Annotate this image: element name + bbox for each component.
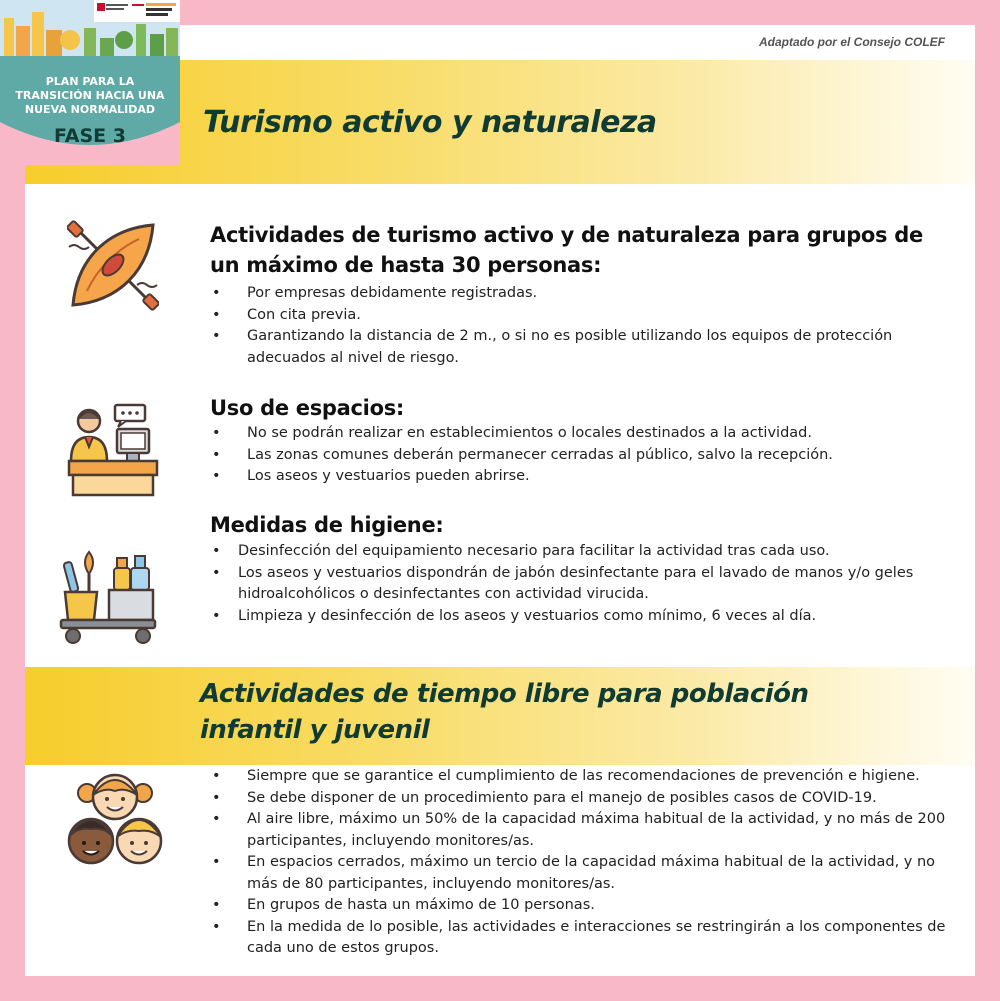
phase-label: FASE 3 xyxy=(53,125,127,147)
block3-list xyxy=(210,541,950,627)
list-item: • En espacios cerrados, máximo un tercio de la capacidad máxima habitual de la actividad, y no más de 80 participantes, incluyendo monitores/as. xyxy=(210,852,970,895)
list-item: • Al aire libre, máximo un 50% de la capacidad máxima habitual de la actividad, y no más de 200 participantes, incluyendo monitores/as. xyxy=(210,809,970,852)
info-card xyxy=(25,25,975,976)
list-item: • En la medida de lo posible, las actividades e interacciones se restringirán a los componentes de cada uno de estos grupos. xyxy=(210,917,970,960)
plan-logo xyxy=(0,0,180,165)
reception-icon xyxy=(67,403,159,498)
list-item: • Los aseos y vestuarios pueden abrirse. xyxy=(210,466,930,488)
credit-text: Adaptado por el Consejo COLEF xyxy=(758,35,945,49)
section2-title-line2: infantil y juvenil xyxy=(200,715,430,745)
section2-title-line1: Actividades de tiempo libre para población xyxy=(200,679,809,709)
block1-list xyxy=(210,283,930,369)
list-item: • Los aseos y vestuarios dispondrán de jabón desinfectante para el lavado de manos y/o geles hidroalcohólicos o desinfectantes con actividad virucida. xyxy=(210,563,950,606)
list-item: • Por empresas debidamente registradas. xyxy=(210,283,930,305)
cleaning-cart-icon xyxy=(59,550,159,645)
list-item: • No se podrán realizar en establecimientos o locales destinados a la actividad. xyxy=(210,423,930,445)
block1-heading: Actividades de turismo activo y de naturaleza para grupos de un máximo de hasta 30 personas: xyxy=(210,223,923,277)
list-item: • Las zonas comunes deberán permanecer cerradas al público, salvo la recepción. xyxy=(210,445,930,467)
kayak-icon xyxy=(67,219,159,311)
list-item: • Desinfección del equipamiento necesario para facilitar la actividad tras cada uso. xyxy=(210,541,950,563)
list-item: • En grupos de hasta un máximo de 10 personas. xyxy=(210,895,970,917)
section2-list xyxy=(210,766,970,960)
block2-heading: Uso de espacios: xyxy=(210,396,404,420)
plan-line2: TRANSICIÓN HACIA UNA xyxy=(15,89,165,102)
section2-title xyxy=(200,676,809,748)
list-item: • Siempre que se garantice el cumplimiento de las recomendaciones de prevención e higiene. xyxy=(210,766,970,788)
list-item: • Se debe disponer de un procedimiento para el manejo de posibles casos de COVID-19. xyxy=(210,788,970,810)
children-icon xyxy=(65,771,165,867)
government-logo-mark xyxy=(97,3,105,11)
block2-list xyxy=(210,423,930,488)
plan-line1: PLAN PARA LA xyxy=(45,75,135,88)
block3-heading: Medidas de higiene: xyxy=(210,513,444,537)
section1-title: Turismo activo y naturaleza xyxy=(203,105,657,140)
list-item: • Con cita previa. xyxy=(210,305,930,327)
list-item: • Garantizando la distancia de 2 m., o si no es posible utilizando los equipos de protección adecuados al nivel de riesgo. xyxy=(210,326,930,369)
plan-line3: NUEVA NORMALIDAD xyxy=(24,103,156,116)
list-item: • Limpieza y desinfección de los aseos y vestuarios como mínimo, 6 veces al día. xyxy=(210,606,950,628)
